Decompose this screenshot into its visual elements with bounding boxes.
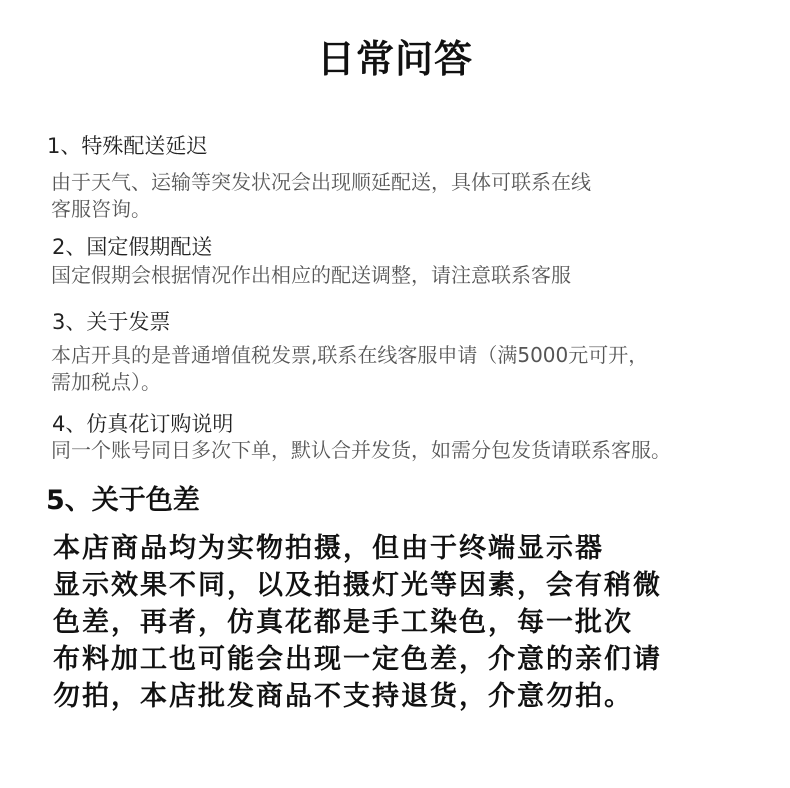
answer-4-text (51, 437, 671, 464)
page-title: 日常问答 (316, 37, 473, 81)
question-1-heading: 1、特殊配送延迟 (47, 134, 208, 158)
answer-4-line-1: 同一个账号同日多次下单，默认合并发货，如需分包发货请联系客服。 (51, 438, 671, 462)
notice-line-1: 本店商品均为实物拍摄，但由于终端显示器 (53, 533, 604, 564)
notice-line-3: 色差，再者，仿真花都是手工染色，每一批次 (53, 607, 633, 638)
question-5-heading: 5、关于色差 (46, 485, 200, 516)
answer-2-text (51, 262, 571, 289)
answer-3-text (51, 342, 648, 396)
answer-3-line-2: 需加税点）。 (51, 370, 161, 394)
answer-1-line-2: 客服咨询。 (51, 197, 151, 221)
notice-line-2: 显示效果不同，以及拍摄灯光等因素，会有稍微 (53, 570, 662, 601)
answer-1-line-1: 由于天气、运输等突发状况会出现顺延配送，具体可联系在线 (51, 170, 591, 194)
question-4-heading: 4、仿真花订购说明 (52, 412, 234, 436)
color-difference-notice (53, 530, 662, 715)
answer-2-line-1: 国定假期会根据情况作出相应的配送调整，请注意联系客服 (51, 263, 571, 287)
question-2-heading: 2、国定假期配送 (52, 235, 213, 259)
answer-3-line-1: 本店开具的是普通增值税发票,联系在线客服申请（满5000元可开， (51, 343, 649, 367)
answer-1-text (51, 169, 591, 223)
question-3-heading: 3、关于发票 (52, 310, 171, 334)
notice-line-5: 勿拍，本店批发商品不支持退货，介意勿拍。 (53, 681, 633, 712)
notice-line-4: 布料加工也可能会出现一定色差，介意的亲们请 (53, 644, 662, 675)
